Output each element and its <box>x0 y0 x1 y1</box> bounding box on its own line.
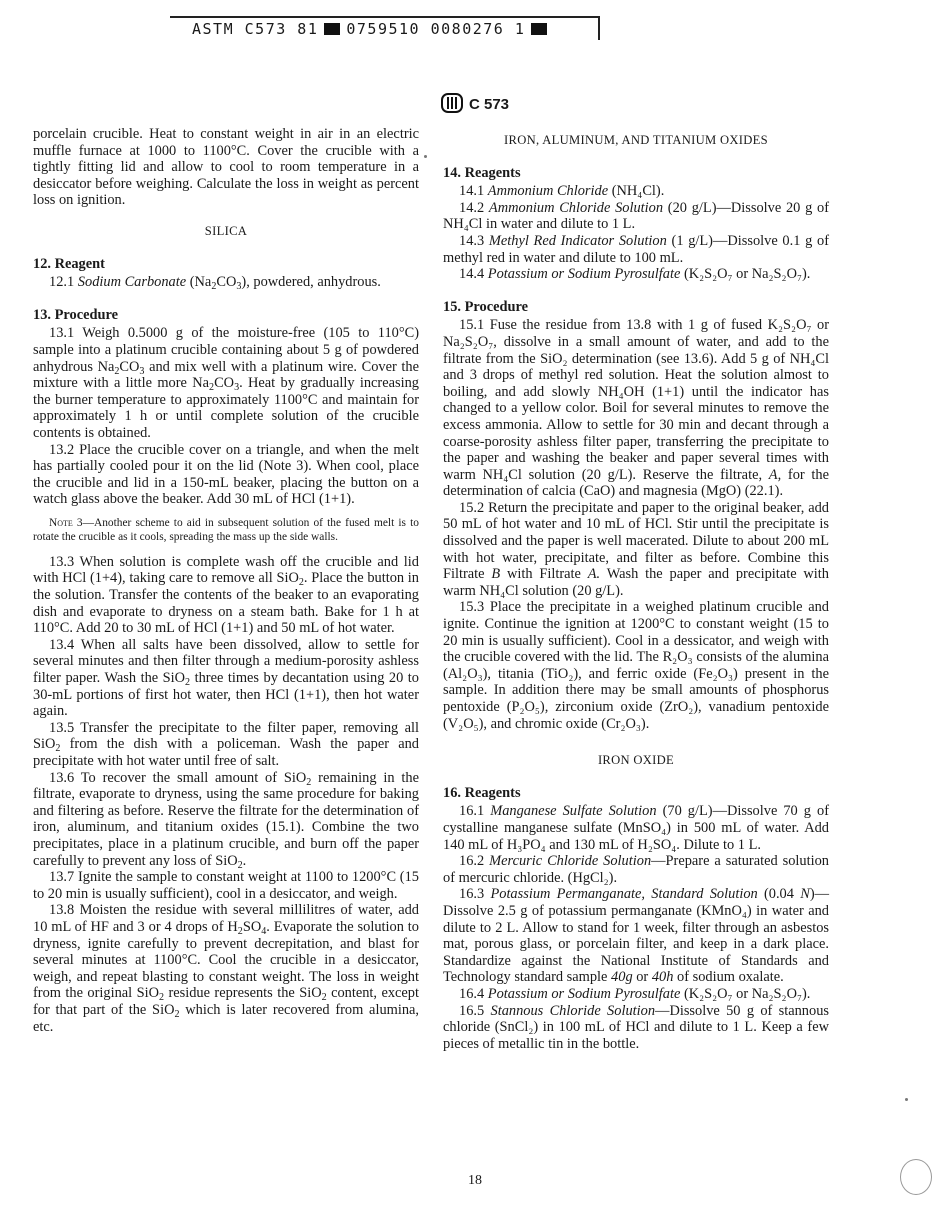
paragraph-16-3 <box>443 886 829 986</box>
reagent-name: Potassium Permanganate, Standard Solution <box>490 886 758 903</box>
clause-text: (70 g/L)—Dissolve 70 g of cystalline manganese sulfate (MnSO₄) in 500 mL of water. Add 140 mL of H₃PO₄ and 130 mL of H₂SO₄. Dilute to 1 L. <box>443 803 829 853</box>
text: 13.4 When all salts have been dissolved, allow to settle for several minutes and then filter through a medium-porosity ashless filter paper. Wash the SiO <box>33 636 419 687</box>
clause-number: 14.2 <box>459 199 485 216</box>
text: 15.2 Return the precipitate and paper to the original beaker, add 50 mL of hot water and 10 mL of HCl. Stir until the precipitate is dissolved and the paper is well macerated. Dilute to about 200 mL with hot water, precipitate, and filter as before. Combine this Filtrate <box>443 499 829 583</box>
text: and mix well with a platinum wire. Cover the mixture with a little more Na <box>33 358 419 392</box>
clause-number: 16.1 <box>459 803 485 820</box>
paragraph-13-3: 13.3 When solution is complete wash off the crucible and lid with HCl (1+4), taking care to remove all SiO$_2$. Place the button in the solution. Transfer the contents of the beaker to an evaporating dish and evaporate to dryness on a steam bath. Bake for 1 h at 110°C. Add 20 to 30 mL of HCl (1+1) and 50 mL of hot water. <box>33 553 419 637</box>
speck <box>424 155 427 158</box>
paragraph-13-2: 13.2 Place the crucible cover on a triangle, and when the melt has partially cooled pour it on the lid (Note 3). When cool, place the crucible and lid in a 150-mL beaker, placing the button on a watch glass above the beaker. Add 30 mL of HCl (1+1). <box>33 441 419 508</box>
clause-text: (20 g/L)—Dissolve 20 g of NH₄Cl in water and dilute to 1 L. <box>443 199 830 233</box>
page-header <box>0 93 950 113</box>
paragraph-15-1 <box>443 317 829 500</box>
heading-15: 15. Procedure <box>443 298 528 315</box>
clause-number: 16.3 <box>459 886 485 903</box>
paragraph-16-2 <box>443 853 829 886</box>
astm-logo-icon <box>441 93 463 113</box>
text: residue represents the SiO <box>164 985 322 1002</box>
clause-text: (NH₄Cl). <box>608 183 665 200</box>
clause-text: (K₂S₂O₇ or Na₂S₂O₇). <box>680 985 811 1002</box>
reagent-name: Potassium or Sodium Pyrosulfate <box>487 985 681 1002</box>
paragraph-13-7: 13.7 Ignite the sample to constant weight at 1100 to 1200°C (15 to 20 min is usually sufficient), cool in a desiccator, and weigh. <box>33 869 419 902</box>
clause-text: (K₂S₂O₇ or Na₂S₂O₇). <box>680 266 811 283</box>
text: Wash the paper and precipitate with warm NH₄Cl solution (20 g/L). <box>443 566 829 599</box>
paragraph-14-1 <box>443 183 829 200</box>
paragraph-14-4 <box>443 266 829 283</box>
reagent-name: Manganese Sulfate Solution <box>490 803 657 820</box>
hole-punch-mark <box>900 1159 932 1195</box>
reagent-name: Stannous Chloride Solution <box>490 1002 656 1019</box>
text: 13.8 Moisten the residue with several millilitres of water, add 10 mL of HF and 3 or 4 drops of H <box>33 902 419 935</box>
text: which is later recovered from alumina, etc. <box>33 1001 420 1035</box>
text: or <box>632 969 652 986</box>
text: 13.5 Transfer the precipitate to the filter paper, removing all SiO <box>33 719 419 753</box>
clause-text: —Dissolve 50 g of stannous chloride (SnCl₂) in 100 mL of HCl and dilute to 1 L. Keep a few pieces of metallic tin in the bottle. <box>443 1002 829 1052</box>
text: from the dish with a policeman. Wash the paper and precipitate with hot water until free of salt. <box>33 736 419 769</box>
clause-number: 14.1 <box>459 183 485 200</box>
clause-number: 16.2 <box>459 853 485 870</box>
clause-number: 16.4 <box>459 985 485 1002</box>
note-3 <box>33 516 419 544</box>
reagent-name: Methyl Red Indicator Solution <box>488 232 667 249</box>
paragraph-13-5: 13.5 Transfer the precipitate to the filter paper, removing all SiO$_2$ from the dish with a policeman. Wash the paper and precipitate with hot water until free of salt. <box>33 719 419 769</box>
text: remaining in the filtrate, evaporate to dryness, using the same procedure for baking and filtering as before. Reserve the filtrate for the determination of iron, aluminum, and titanium oxides (15.1). Combine the two precipitates, place in a platinum crucible, and burn off the paper carefully to prevent any loss of SiO <box>33 769 419 869</box>
text: with Filtrate <box>500 566 588 583</box>
text: 13.6 To recover the small amount of SiO <box>49 769 307 786</box>
text: 13.1 Weigh 0.5000 g of the moisture-free (105 to 110°C) sample into a platinum crucible containing about 5 g of powdered anhydrous Na <box>33 325 419 375</box>
text: content, except for that part of the SiO <box>33 985 419 1018</box>
filtrate-label: A, <box>768 466 782 483</box>
right-column <box>443 126 829 1052</box>
clause-number: 14.3 <box>459 232 485 249</box>
clause-text: , powdered, anhydrous. <box>246 274 381 291</box>
standard-number: C 573 <box>468 96 510 113</box>
text: for the determination of calcia (CaO) and magnesia (MgO) (22.1). <box>443 466 829 500</box>
sample-id: 40h <box>651 969 674 986</box>
note-text: —Another scheme to aid in subsequent solution of the fused melt is to rotate the crucible as it cools, spreading the mass up the side walls. <box>33 516 419 543</box>
normality-symbol: N <box>800 886 810 903</box>
reagent-name: Sodium Carbonate <box>77 274 187 291</box>
text: 15.1 Fuse the residue from 13.8 with 1 g of fused K₂S₂O₇ or Na₂S₂O₇, dissolve in a small amount of water, and add to the filtrate from the SiO₂ determination (see 13.6). Add 5 g of NH₄Cl and 3 drops of methyl red solution. Heat the solution almost to boiling, and add slowly NH₄OH (1+1) until the indicator has changed to a yellow color. Boil for several minutes to remove the excess ammonia. Allow to settle for 30 min and decant through a coarse-porosity ashless filter paper, transferring the precipitate to the paper and washing the beaker and paper several times with warm NH₄Cl solution (20 g/L). Reserve the filtrate, <box>443 317 829 483</box>
paragraph: porcelain crucible. Heat to constant weight in air in an electric muffle furnace at 1000 to 1100°C. Cover the crucible with a tightly fitting lid and allow to cool to room temperature in a desiccator before weighing. Calculate the loss in weight as percent loss on ignition. <box>33 126 419 209</box>
text: . Heat by gradually increasing the burner temperature to approximately 1100°C and maintain for approximately 1 h or until complete solution of the crucible contents is obtained. <box>33 375 419 441</box>
paragraph-14-3 <box>443 233 829 266</box>
section-title-iron-oxide: IRON OXIDE <box>597 753 675 768</box>
text: )—Dissolve 2.5 g of potassium permanganate (KMnO₄) in water and dilute to 2 L. Allow to stand for 1 week, filter through an asbestos mat, porous glass, or porcelain filter, and keep in a dark place. Standardize against the National Institute of Standards and Technology standard sample <box>443 886 829 986</box>
section-title-iron-aluminum-titanium: IRON, ALUMINUM, AND TITANIUM OXIDES <box>504 133 768 147</box>
heading-13: 13. Procedure <box>33 306 118 323</box>
page-number: 18 <box>468 1173 482 1188</box>
text: . <box>242 852 247 869</box>
section-title-silica: SILICA <box>204 223 248 238</box>
reagent-name: Mercuric Chloride Solution <box>489 853 652 870</box>
paragraph-13-4: 13.4 When all salts have been dissolved, allow to settle for several minutes and then filter through a medium-porosity ashless filter paper. Wash the SiO$_2$ three times by decantation using 20 to 30-mL portions of first hot water, then HCl (1+1), then hot water again. <box>33 636 419 720</box>
block-mark <box>324 23 340 35</box>
text: . Evaporate the solution to dryness, ignite carefully to prevent decrepitation, and blast for several minutes at 1100°C. Cool the crucible in a desiccator, weigh, and repeat blasting to constant weight. The loss in weight from the original SiO <box>33 918 419 1002</box>
text: . Place the button in the solution. Transfer the contents of the beaker to an evaporating dish and evaporate to dryness on a steam bath. Bake for 1 h at 110°C. Add 20 to 30 mL of HCl (1+1) and 50 mL of hot water. <box>33 570 419 637</box>
clause-number: 12.1 <box>49 274 75 291</box>
header-code-bar <box>170 16 600 40</box>
paragraph-16-5 <box>443 1003 829 1053</box>
clause-text: —Prepare a saturated solution of mercuric chloride. (HgCl₂). <box>443 853 829 886</box>
heading-16: 16. Reagents <box>443 784 521 801</box>
paragraph-16-1 <box>443 803 829 853</box>
clause-text: (1 g/L)—Dissolve 0.1 g of methyl red in water and dilute to 100 mL. <box>443 232 829 266</box>
reagent-name: Potassium or Sodium Pyrosulfate <box>487 266 681 283</box>
heading-14: 14. Reagents <box>443 164 521 181</box>
paragraph-15-2 <box>443 500 829 600</box>
clause-number: 14.4 <box>459 266 485 283</box>
filtrate-label: B <box>491 566 501 583</box>
paragraph-12-1: 12.1 Sodium Carbonate $(Na_2CO_3)$, powdered, anhydrous. <box>49 274 381 293</box>
paragraph-16-4 <box>443 986 829 1003</box>
header-code-text <box>192 20 553 38</box>
block-mark <box>531 23 547 35</box>
note-label: Note 3 <box>49 516 83 529</box>
speck <box>905 1098 908 1101</box>
paragraph-13-6: 13.6 To recover the small amount of SiO$_2$ remaining in the filtrate, evaporate to dryness, using the same procedure for baking and filtering as before. Reserve the filtrate for the determination of iron, aluminum, and titanium oxides (15.1). Combine the two precipitates, place in a platinum crucible, and burn off the paper carefully to prevent any loss of SiO$_2$. <box>33 769 419 871</box>
sample-id: 40g <box>611 969 633 986</box>
paragraph-15-3: 15.3 Place the precipitate in a weighed platinum crucible and ignite. Continue the ignition at 1200°C to constant weight (15 to 20 min is usually sufficient). Cool in a dessicator, and weigh with the crucible covered with the lid. The R₂O₃ consists of the alumina (Al₂O₃), titania (TiO₂), and ferric oxide (Fe₂O₃) present in the sample. In addition there may be small amounts of phosphorus pentoxide (P₂O₅), zirconium oxide (ZrO₂), vanadium pentoxide (V₂O₅), and chromic oxide (Cr₂O₃). <box>443 599 829 732</box>
paragraph-13-1: 13.1 Weigh 0.5000 g of the moisture-free (105 to 110°C) sample into a platinum crucible containing about 5 g of powdered anhydrous $Na_2CO_3$ and mix well with a platinum wire. Cover the mixture with a little more $Na_2CO_3$. Heat by gradually increasing the burner temperature to approximately 1100°C and maintain for approximately 1 h or until complete solution of the crucible contents is obtained. <box>33 325 419 441</box>
header-code-part2: 0759510 0080276 1 <box>346 20 526 38</box>
reagent-name: Ammonium Chloride <box>487 183 609 200</box>
text: three times by decantation using 20 to 30-mL portions of first hot water, then HCl (1+1), then hot water again. <box>33 670 419 720</box>
clause-number: 16.5 <box>459 1002 485 1019</box>
left-column <box>33 126 419 1035</box>
text: (0.04 <box>757 886 801 903</box>
paragraph-14-2 <box>443 200 829 233</box>
text: 13.3 When solution is complete wash off the crucible and lid with HCl (1+4), taking care to remove all SiO <box>33 553 419 587</box>
filtrate-label: A. <box>587 566 601 583</box>
text: of sodium oxalate. <box>673 969 784 986</box>
paragraph-13-8: 13.8 Moisten the residue with several millilitres of water, add 10 mL of HF and 3 or 4 drops of $H_2SO_4$. Evaporate the solution to dryness, ignite carefully to prevent decrepitation, and blast for several minutes at 1100°C. Cool the crucible in a desiccator, weigh, and repeat blasting to constant weight. The loss in weight from the original SiO$_2$ residue represents the SiO$_2$ content, except for that part of the SiO$_2$ which is later recovered from alumina, etc. <box>33 902 420 1035</box>
header-code-part1: ASTM C573 81 <box>192 20 319 38</box>
heading-12: 12. Reagent <box>33 255 105 272</box>
reagent-name: Ammonium Chloride Solution <box>488 199 664 216</box>
